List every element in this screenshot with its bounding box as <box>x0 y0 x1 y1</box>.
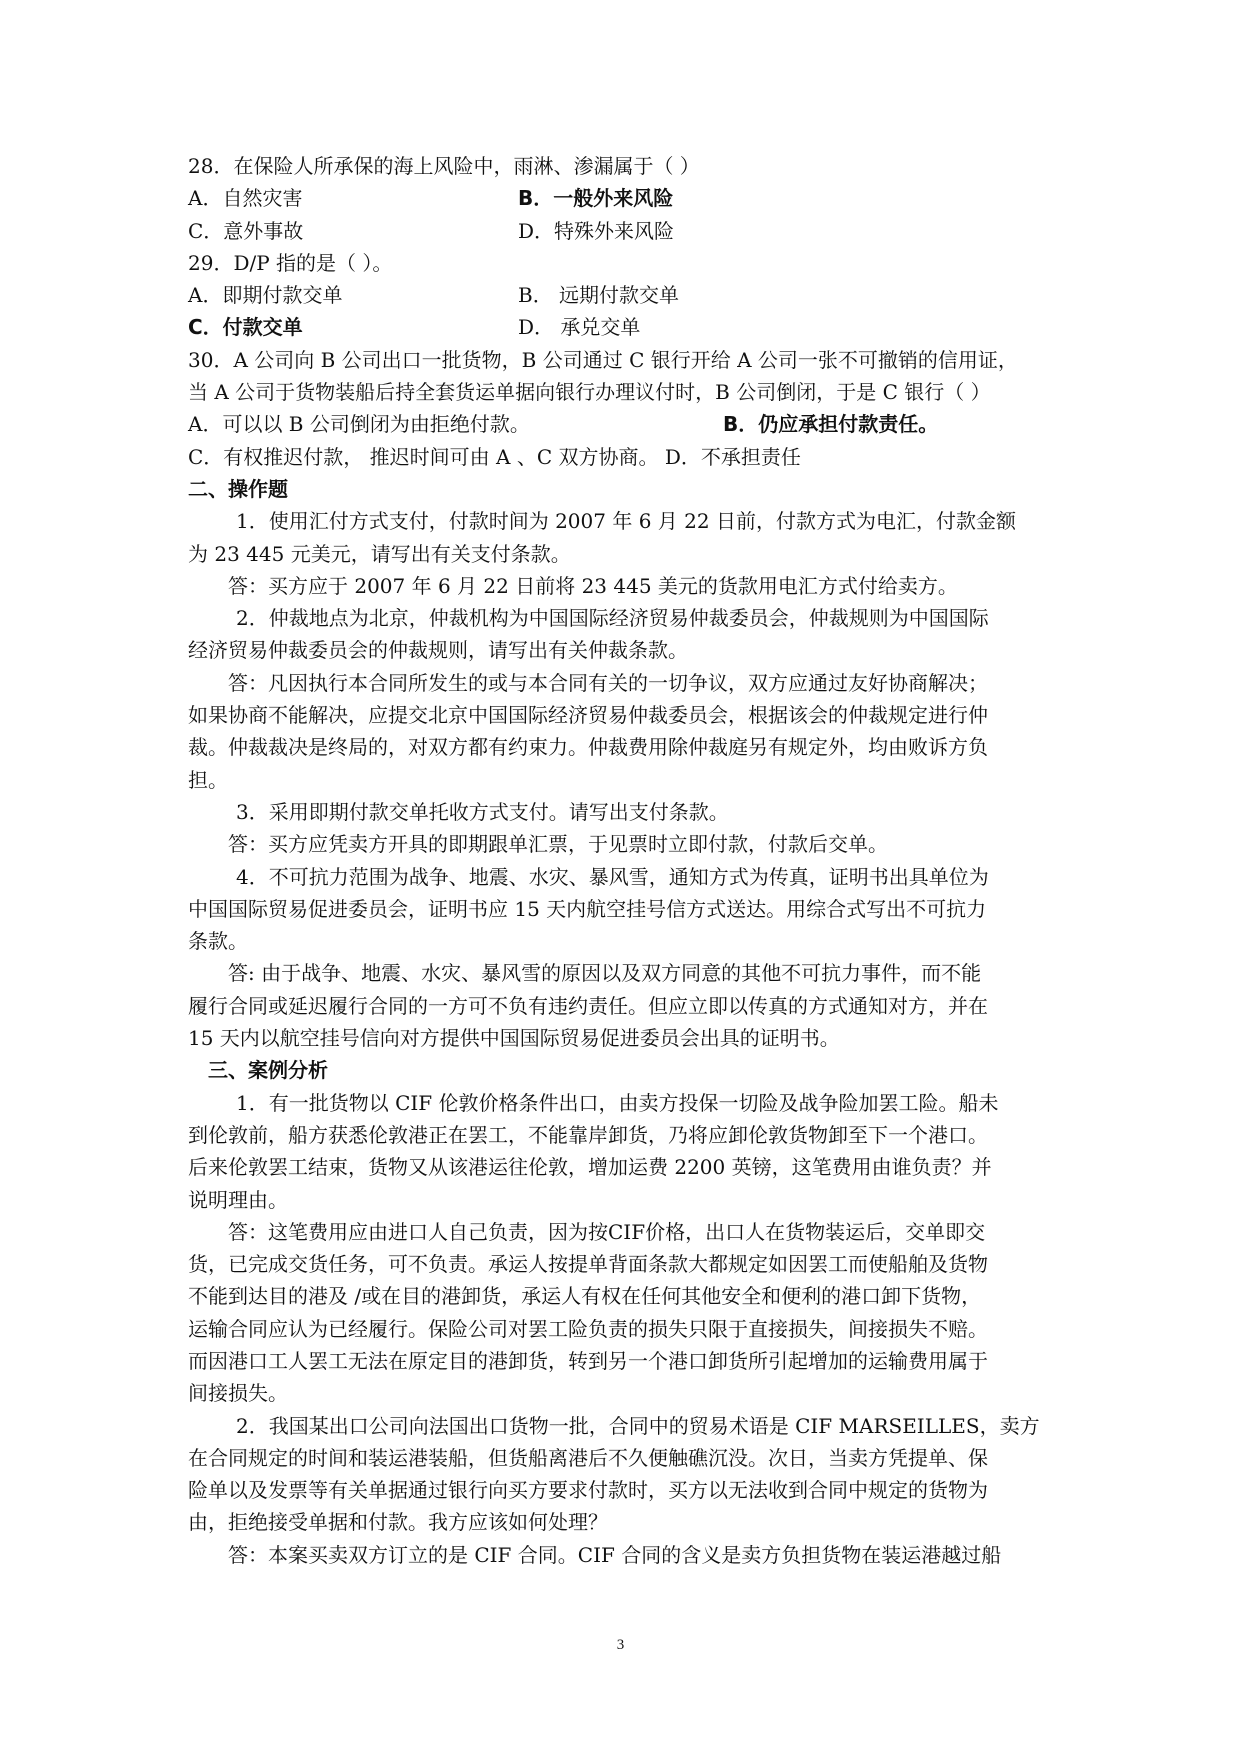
answer-line: 答：本案买卖双方订立的是 CIF 合同。CIF 合同的含义是卖方负担货物在装运港越过船 <box>228 1542 1002 1567</box>
q29-stem: 29．D/P 指的是（ ）。 <box>188 250 393 275</box>
operation-item-2 <box>188 602 1068 796</box>
operation-item-4 <box>188 861 1068 1055</box>
q28-options-row1 <box>188 182 1068 214</box>
answer-line: 履行合同或延迟履行合同的一方可不负有违约责任。但应立即以传真的方式通知对方，并在 <box>188 993 988 1018</box>
section-heading-case-analysis: 三、案例分析 <box>208 1058 328 1083</box>
answer-line: 答：这笔费用应由进口人自己负责，因为按CIF价格，出口人在货物装运后，交单即交 <box>228 1219 986 1244</box>
paragraph-line: 3．采用即期付款交单托收方式支付。请写出支付条款。 <box>236 799 729 824</box>
paragraph-line: 2．我国某出口公司向法国出口货物一批，合同中的贸易术语是 CIF MARSEILLES，卖方 <box>236 1413 1040 1438</box>
q29-options-row2 <box>188 311 1068 343</box>
paragraph-line: 由，拒绝接受单据和付款。我方应该如何处理？ <box>188 1510 608 1535</box>
paragraph-line: 2．仲裁地点为北京，仲裁机构为中国国际经济贸易仲裁委员会，仲裁规则为中国国际 <box>236 606 989 631</box>
q30-option-b: B．仍应承担付款责任。 <box>723 412 939 437</box>
paragraph-line: 险单以及发票等有关单据通过银行向买方要求付款时，买方以无法收到合同中规定的货物为 <box>188 1478 988 1503</box>
paragraph-line: 4．不可抗力范围为战争、地震、水灾、暴风雪，通知方式为传真，证明书出具单位为 <box>236 864 989 889</box>
q28-option-b: B．一般外来风险 <box>518 186 674 211</box>
answer-line: 间接损失。 <box>188 1381 288 1406</box>
paragraph-line: 1．有一批货物以 CIF 伦敦价格条件出口，由卖方投保一切险及战争险加罢工险。船未 <box>236 1090 999 1115</box>
case-item-1 <box>188 1087 1068 1410</box>
q30-options-row2: C．有权推迟付款， 推迟时间可由 A 、C 双方协商。 D．不承担责任 <box>188 444 801 469</box>
operation-item-3 <box>188 796 1068 861</box>
answer-line: 答：买方应于 2007 年 6 月 22 日前将 23 445 美元的货款用电汇方式付给卖方。 <box>228 573 958 598</box>
paragraph-line: 为 23 445 元美元，请写出有关支付条款。 <box>188 541 571 566</box>
document-body <box>188 150 1068 1571</box>
operation-item-1 <box>188 505 1068 602</box>
answer-line: 货，已完成交货任务，可不负责。承运人按提单背面条款大都规定如因罢工而使船舶及货物 <box>188 1252 988 1277</box>
q29-option-a: A．即期付款交单 <box>188 283 343 308</box>
paragraph-line: 后来伦敦罢工结束，货物又从该港运往伦敦，增加运费 2200 英镑，这笔费用由谁负责？并 <box>188 1155 992 1180</box>
paragraph-line: 在合同规定的时间和装运港装船，但货船离港后不久便触礁沉没。次日，当卖方凭提单、保 <box>188 1445 988 1470</box>
q29-option-b: B． 远期付款交单 <box>518 283 680 308</box>
page-number: 3 <box>616 1637 625 1653</box>
paragraph-line: 经济贸易仲裁委员会的仲裁规则，请写出有关仲裁条款。 <box>188 638 688 663</box>
answer-line: 答：凡因执行本合同所发生的或与本合同有关的一切争议，双方应通过友好协商解决； <box>228 670 988 695</box>
answer-line: 而因港口工人罢工无法在原定目的港卸货，转到另一个港口卸货所引起增加的运输费用属于 <box>188 1348 988 1373</box>
paragraph-line: 到伦敦前，船方获悉伦敦港正在罢工，不能靠岸卸货，乃将应卸伦敦货物卸至下一个港口。 <box>188 1122 988 1147</box>
paragraph-line: 1．使用汇付方式支付，付款时间为 2007 年 6 月 22 日前，付款方式为电汇，付款金额 <box>236 509 1016 534</box>
q30-option-a: A．可以以 B 公司倒闭为由拒绝付款。 <box>188 412 530 437</box>
q28-option-a: A．自然灾害 <box>188 186 303 211</box>
q28-option-d: D．特殊外来风险 <box>518 218 675 243</box>
answer-line: 如果协商不能解决，应提交北京中国国际经济贸易仲裁委员会，根据该会的仲裁规定进行仲 <box>188 703 988 728</box>
q29-option-d: D． 承兑交单 <box>518 315 641 340</box>
q28-stem: 28．在保险人所承保的海上风险中，雨淋、渗漏属于（ ） <box>188 154 700 178</box>
q30-stem-line1: 30．A 公司向 B 公司出口一批货物，B 公司通过 C 银行开给 A 公司一张不可撤销的信用证， <box>188 347 1018 372</box>
answer-line: 担。 <box>188 767 228 792</box>
case-item-2 <box>188 1410 1068 1571</box>
answer-line: 不能到达目的港及 /或在目的港卸货，承运人有权在任何其他安全和便利的港口卸下货物， <box>188 1284 982 1309</box>
section-heading-operations: 二、操作题 <box>188 476 288 501</box>
paragraph-line: 中国国际贸易促进委员会，证明书应 15 天内航空挂号信方式送达。用综合式写出不可抗力 <box>188 896 987 921</box>
paragraph-line: 说明理由。 <box>188 1187 288 1212</box>
answer-line: 答: 由于战争、地震、水灾、暴风雪的原因以及双方同意的其他不可抗力事件，而不能 <box>228 961 982 986</box>
q29-option-c: C．付款交单 <box>188 315 303 340</box>
answer-line: 裁。仲裁裁决是终局的，对双方都有约束力。仲裁费用除仲裁庭另有规定外，均由败诉方负 <box>188 735 988 760</box>
q30-stem-line2: 当 A 公司于货物装船后持全套货运单据向银行办理议付时，B 公司倒闭，于是 C 银行（ ） <box>188 380 991 405</box>
answer-line: 运输合同应认为已经履行。保险公司对罢工险负责的损失只限于直接损失，间接损失不赔。 <box>188 1316 988 1341</box>
q30-options-row1 <box>188 408 1068 440</box>
q28-option-c: C．意外事故 <box>188 218 304 243</box>
paragraph-line: 条款。 <box>188 929 248 954</box>
answer-line: 答：买方应凭卖方开具的即期跟单汇票，于见票时立即付款，付款后交单。 <box>228 832 888 857</box>
q28-options-row2 <box>188 215 1068 247</box>
answer-line: 15 天内以航空挂号信向对方提供中国国际贸易促进委员会出具的证明书。 <box>188 1026 840 1051</box>
q29-options-row1 <box>188 279 1068 311</box>
